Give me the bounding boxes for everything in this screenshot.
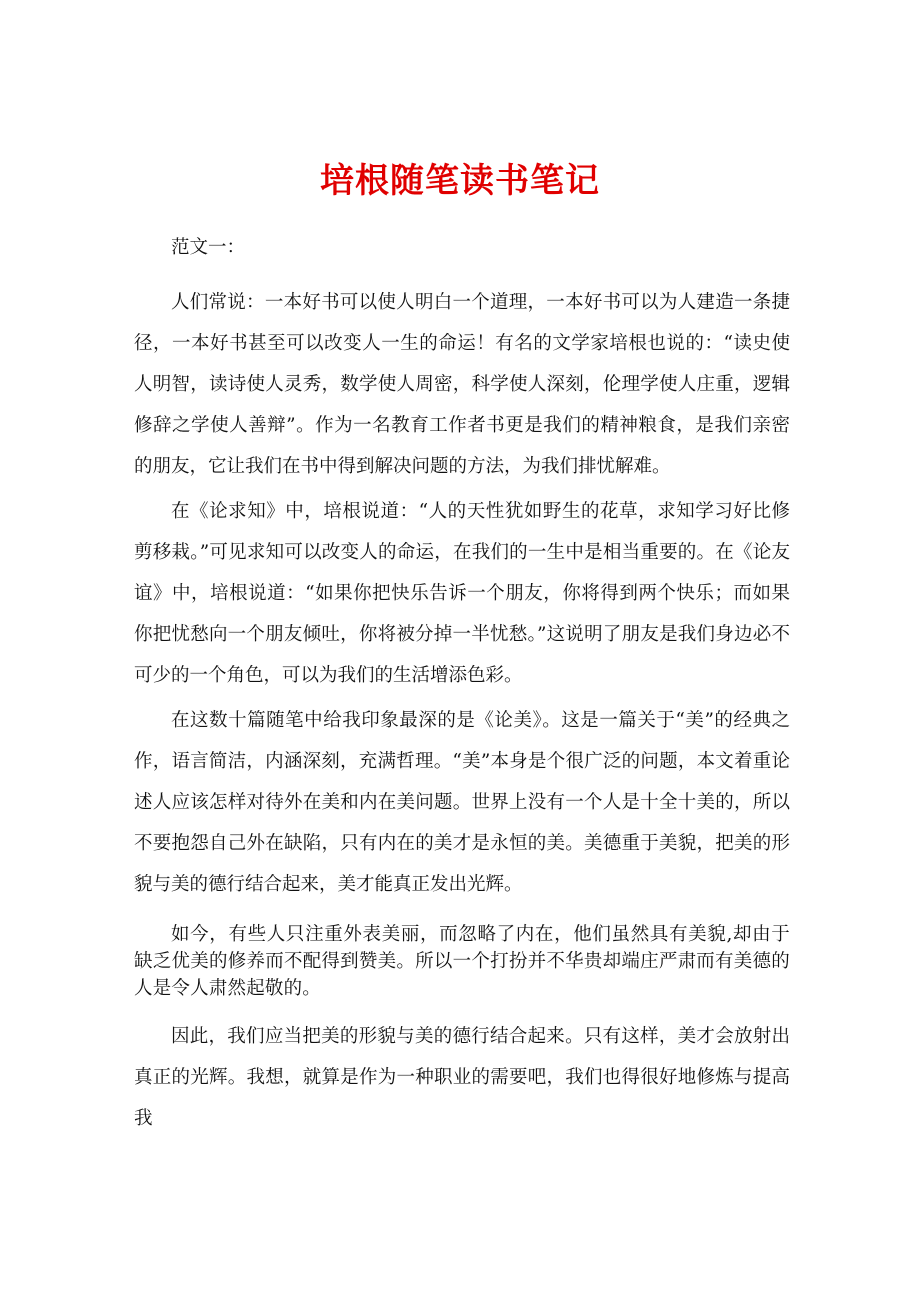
paragraph-conclusion: 因此，我们应当把美的形貌与美的德行结合起来。只有这样，美才会放射出真正的光辉。我想，就算是作为一种职业的需要吧，我们也得很好地修炼与提高我 — [134, 1026, 790, 1129]
document-body — [134, 230, 790, 1143]
paragraph-on-beauty: 在这数十篇随笔中给我印象最深的是《论美》。这是一篇关于“美”的经典之作，语言简洁，内涵深刻，充满哲理。“美”本身是个很广泛的问题，本文着重论述人应该怎样对待外在美和内在美问题。世界上没有一个人是十全十美的，所以不要抱怨自己外在缺陷，只有内在的美才是永恒的美。美德重于美貌，把美的形貌与美的德行结合起来，美才能真正发出光辉。 — [134, 710, 790, 895]
paragraph-knowledge-friendship: 在《论求知》中，培根说道：“人的天性犹如野生的花草，求知学习好比修剪移栽。”可见求知可以改变人的命运，在我们的一生中是相当重要的。在《论友谊》中，培根说道：“如果你把快乐告诉一个朋友，你将得到两个快乐；而如果你把忧愁向一个朋友倾吐，你将被分掉一半忧愁。”这说明了朋友是我们身边必不可少的一个角色，可以为我们的生活增添色彩。 — [134, 501, 790, 686]
paragraph-intro: 人们常说：一本好书可以使人明白一个道理，一本好书可以为人建造一条捷径，一本好书甚至可以改变人一生的命运！有名的文学家培根也说的：“读史使人明智，读诗使人灵秀，数学使人周密，科学使人深刻，伦理学使人庄重，逻辑修辞之学使人善辩”。作为一名教育工作者书更是我们的精神粮食，是我们亲密的朋友，它让我们在书中得到解决问题的方法，为我们排忧解难。 — [134, 292, 790, 477]
section-label: 范文一： — [171, 237, 246, 258]
document-title: 培根随笔读书笔记 — [320, 160, 600, 201]
paragraph-appearance: 如今，有些人只注重外表美丽，而忽略了内在，他们虽然具有美貌,却由于缺乏优美的修养而不配得到赞美。所以一个打扮并不华贵却端庄严肃而有美德的人是令人肃然起敬的。 — [134, 924, 790, 999]
